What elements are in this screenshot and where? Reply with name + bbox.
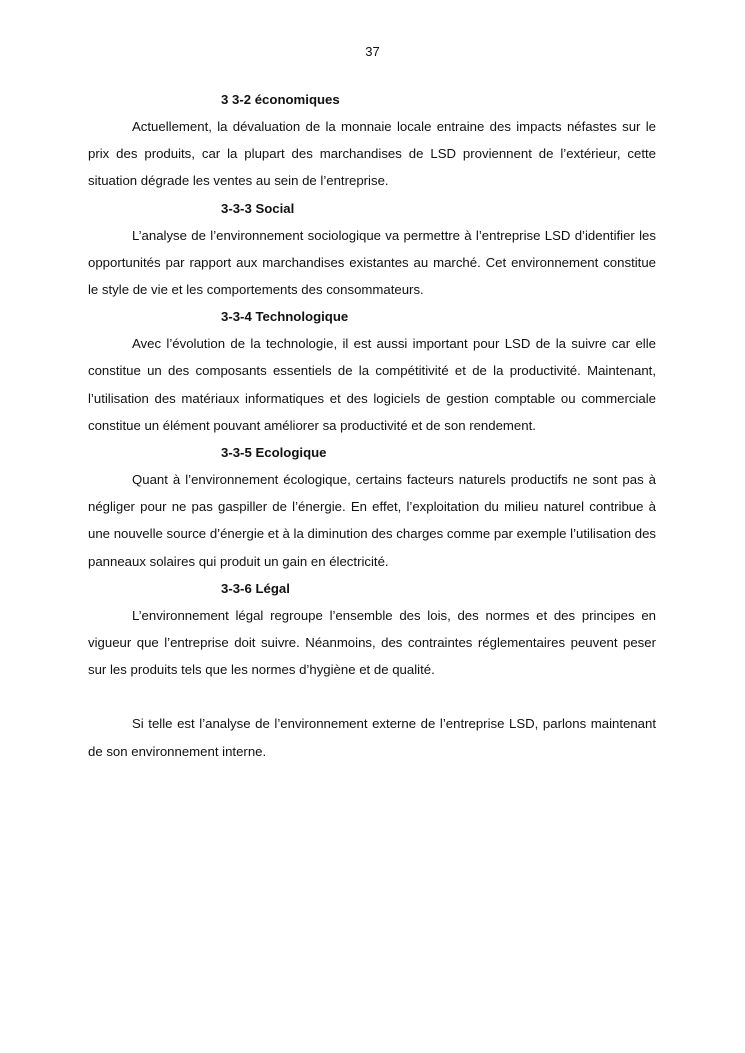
section-heading: 3 3-2 économiques <box>221 92 340 107</box>
section-heading: 3-3-4 Technologique <box>221 309 349 325</box>
section-heading: 3-3-5 Ecologique <box>221 445 327 461</box>
section-paragraph: Quant à l’environnement écologique, certains facteurs naturels productifs ne sont pas à négliger pour ne pas gaspiller de l’énergie. En effet, l’exploitation du milieu naturel contribue à une nouvelle source d’énergie et à la diminution des charges comme par exemple l’utilisation des panneaux solaires qui produit un gain en électricité. <box>88 472 656 569</box>
conclusion-paragraph: Si telle est l’analyse de l’environnement externe de l’entreprise LSD, parlons maintenant de son environnement interne. <box>88 716 656 759</box>
blank-line <box>88 683 656 710</box>
section-paragraph: L’analyse de l’environnement sociologique va permettre à l’entreprise LSD d’identifier les opportunités par rapport aux marchandises existantes au marché. Cet environnement constitue le style de vie et les comportements des consommateurs. <box>88 227 656 298</box>
page-number: 37 <box>365 44 380 59</box>
page-body <box>88 86 656 765</box>
section-paragraph: Avec l’évolution de la technologie, il est aussi important pour LSD de la suivre car elle constitue un des composants essentiels de la compétitivité et de la productivité. Maintenant, l’utilisation des matériaux informatiques et des logiciels de gestion comptable ou commerciale constitue un élément pouvant améliorer sa productivité et de son rendement. <box>88 336 656 433</box>
section-ecologique <box>88 439 656 575</box>
section-paragraph: Actuellement, la dévaluation de la monnaie locale entraine des impacts néfastes sur le prix des produits, car la plupart des marchandises de LSD proviennent de l’extérieur, cette situation dégrade les ventes au sein de l’entreprise. <box>88 119 656 189</box>
section-heading: 3-3-3 Social <box>221 200 295 216</box>
section-heading: 3-3-6 Légal <box>221 580 290 596</box>
section-economiques <box>88 86 656 195</box>
section-social <box>88 195 656 304</box>
section-legal <box>88 575 656 684</box>
section-technologique <box>88 303 656 439</box>
section-paragraph: L’environnement légal regroupe l’ensemble des lois, des normes et des principes en vigueur que l’entreprise doit suivre. Néanmoins, des contraintes réglementaires peuvent peser sur les produits tels que les normes d’hygiène et de qualité. <box>88 607 656 678</box>
